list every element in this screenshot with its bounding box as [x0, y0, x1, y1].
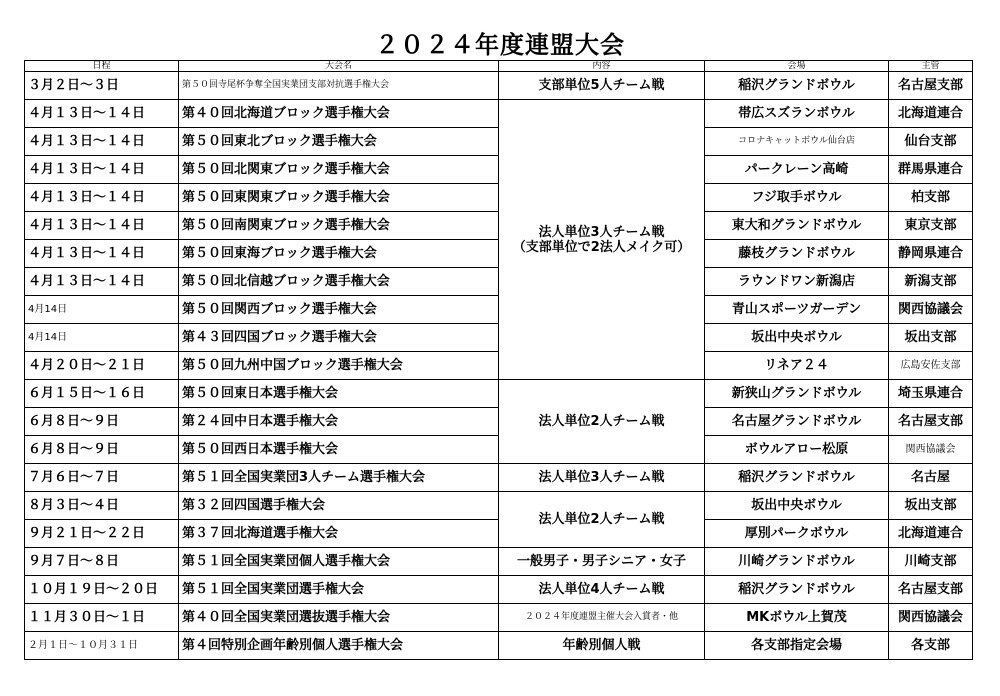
venue-cell: 稲沢グランドボウル: [705, 464, 889, 492]
date-cell: ８月３日～４日: [25, 492, 179, 520]
venue-cell: コロナキャットボウル仙台店: [705, 128, 889, 156]
date-cell: 4月14日: [25, 324, 179, 352]
date-cell: 4月14日: [25, 296, 179, 324]
date-cell: ７月６日～７日: [25, 464, 179, 492]
tournament-name-cell: 第３２回四国選手権大会: [179, 492, 499, 520]
host-cell: 名古屋支部: [889, 576, 973, 604]
content-cell: ２０２４年度連盟主催大会入賞者・他: [499, 604, 705, 632]
date-cell: ３月２日～３日: [25, 72, 179, 100]
schedule-table: [24, 60, 973, 660]
content-cell: 法人単位4人チーム戦: [499, 576, 705, 604]
table-row: [25, 548, 973, 576]
header-date: 日程: [25, 61, 179, 72]
tournament-name-cell: 第５１回全国実業団3人チーム選手権大会: [179, 464, 499, 492]
content-cell: 法人単位2人チーム戦: [499, 380, 705, 464]
venue-cell: 厚別パークボウル: [705, 520, 889, 548]
tournament-name-cell: 第５０回北信越ブロック選手権大会: [179, 268, 499, 296]
host-cell: 柏支部: [889, 184, 973, 212]
table-row: [25, 380, 973, 408]
host-cell: 各支部: [889, 632, 973, 660]
date-cell: １１月３０日～１日: [25, 604, 179, 632]
content-line: 法人単位3人チーム戦: [538, 224, 665, 240]
venue-cell: MKボウル上賀茂: [705, 604, 889, 632]
venue-cell: 藤枝グランドボウル: [705, 240, 889, 268]
host-cell: 新潟支部: [889, 268, 973, 296]
tournament-name-cell: 第４３回四国ブロック選手権大会: [179, 324, 499, 352]
venue-cell: フジ取手ボウル: [705, 184, 889, 212]
content-cell: 支部単位5人チーム戦: [499, 72, 705, 100]
host-cell: 埼玉県連合: [889, 380, 973, 408]
table-header-row: [25, 61, 973, 72]
header-venue: 会場: [705, 61, 889, 72]
venue-cell: 坂出中央ボウル: [705, 324, 889, 352]
venue-cell: 青山スポーツガーデン: [705, 296, 889, 324]
tournament-name-cell: 第５１回全国実業団個人選手権大会: [179, 548, 499, 576]
table-row: [25, 576, 973, 604]
tournament-name-cell: 第３７回北海道選手権大会: [179, 520, 499, 548]
date-cell: ９月７日～８日: [25, 548, 179, 576]
tournament-name-cell: 第５１回全国実業団選手権大会: [179, 576, 499, 604]
venue-cell: パークレーン高崎: [705, 156, 889, 184]
content-cell: 年齢別個人戦: [499, 632, 705, 660]
host-cell: 名古屋: [889, 464, 973, 492]
host-cell: 川崎支部: [889, 548, 973, 576]
content-line: （支部単位で2法人メイク可）: [512, 239, 691, 255]
date-cell: ６月１５日～１６日: [25, 380, 179, 408]
table-row: [25, 492, 973, 520]
venue-cell: 名古屋グランドボウル: [705, 408, 889, 436]
tournament-name-cell: 第５０回関西ブロック選手権大会: [179, 296, 499, 324]
tournament-name-cell: 第５０回東日本選手権大会: [179, 380, 499, 408]
date-cell: １０月１９日～２０日: [25, 576, 179, 604]
tournament-name-cell: 第４０回北海道ブロック選手権大会: [179, 100, 499, 128]
tournament-name-cell: 第２４回中日本選手権大会: [179, 408, 499, 436]
venue-cell: 新狭山グランドボウル: [705, 380, 889, 408]
date-cell: ４月１３日～１４日: [25, 212, 179, 240]
host-cell: 名古屋支部: [889, 72, 973, 100]
host-cell: 坂出支部: [889, 492, 973, 520]
host-cell: 北海道連合: [889, 100, 973, 128]
header-host: 主管: [889, 61, 973, 72]
host-cell: 広島安佐支部: [889, 352, 973, 380]
date-cell: ６月８日～９日: [25, 408, 179, 436]
tournament-name-cell: 第５０回南関東ブロック選手権大会: [179, 212, 499, 240]
header-name: 大会名: [179, 61, 499, 72]
venue-cell: 帯広スズランボウル: [705, 100, 889, 128]
tournament-name-cell: 第５０回東北ブロック選手権大会: [179, 128, 499, 156]
venue-cell: リネア２４: [705, 352, 889, 380]
content-cell: 法人単位2人チーム戦: [499, 492, 705, 548]
venue-cell: 坂出中央ボウル: [705, 492, 889, 520]
venue-cell: ラウンドワン新潟店: [705, 268, 889, 296]
date-cell: ４月１３日～１４日: [25, 240, 179, 268]
date-cell: ４月１３日～１４日: [25, 268, 179, 296]
host-cell: 関西協議会: [889, 436, 973, 464]
venue-cell: 川崎グランドボウル: [705, 548, 889, 576]
content-cell: 一般男子・男子シニア・女子: [499, 548, 705, 576]
venue-cell: 東大和グランドボウル: [705, 212, 889, 240]
tournament-name-cell: 第５０回九州中国ブロック選手権大会: [179, 352, 499, 380]
table-row: [25, 632, 973, 660]
date-cell: ２月１日～１０月３１日: [25, 632, 179, 660]
tournament-name-cell: 第５０回西日本選手権大会: [179, 436, 499, 464]
date-cell: ４月１３日～１４日: [25, 156, 179, 184]
table-row: [25, 100, 973, 128]
table-row: [25, 604, 973, 632]
host-cell: 坂出支部: [889, 324, 973, 352]
date-cell: ４月１３日～１４日: [25, 184, 179, 212]
tournament-name-cell: 第５０回北関東ブロック選手権大会: [179, 156, 499, 184]
venue-cell: 各支部指定会場: [705, 632, 889, 660]
date-cell: ４月２０日～２１日: [25, 352, 179, 380]
host-cell: 関西協議会: [889, 296, 973, 324]
content-cell: 法人単位3人チーム戦: [499, 464, 705, 492]
host-cell: 仙台支部: [889, 128, 973, 156]
tournament-name-cell: 第４０回全国実業団選抜選手権大会: [179, 604, 499, 632]
page-title: ２０２４年度連盟大会: [375, 31, 625, 59]
table-row: [25, 464, 973, 492]
tournament-name-cell: 第５０回寺尾杯争奪全国実業団支部対抗選手権大会: [179, 72, 499, 100]
header-content: 内容: [499, 61, 705, 72]
host-cell: 北海道連合: [889, 520, 973, 548]
tournament-name-cell: 第４回特別企画年齢別個人選手権大会: [179, 632, 499, 660]
host-cell: 東京支部: [889, 212, 973, 240]
venue-cell: 稲沢グランドボウル: [705, 72, 889, 100]
host-cell: 静岡県連合: [889, 240, 973, 268]
tournament-name-cell: 第５０回東海ブロック選手権大会: [179, 240, 499, 268]
tournament-name-cell: 第５０回東関東ブロック選手権大会: [179, 184, 499, 212]
date-cell: ６月８日～９日: [25, 436, 179, 464]
venue-cell: ボウルアロー松原: [705, 436, 889, 464]
date-cell: ９月２１日～２２日: [25, 520, 179, 548]
date-cell: ４月１３日～１４日: [25, 100, 179, 128]
content-cell: [499, 100, 705, 380]
host-cell: 名古屋支部: [889, 408, 973, 436]
table-row: [25, 72, 973, 100]
host-cell: 関西協議会: [889, 604, 973, 632]
host-cell: 群馬県連合: [889, 156, 973, 184]
date-cell: ４月１３日～１４日: [25, 128, 179, 156]
venue-cell: 稲沢グランドボウル: [705, 576, 889, 604]
